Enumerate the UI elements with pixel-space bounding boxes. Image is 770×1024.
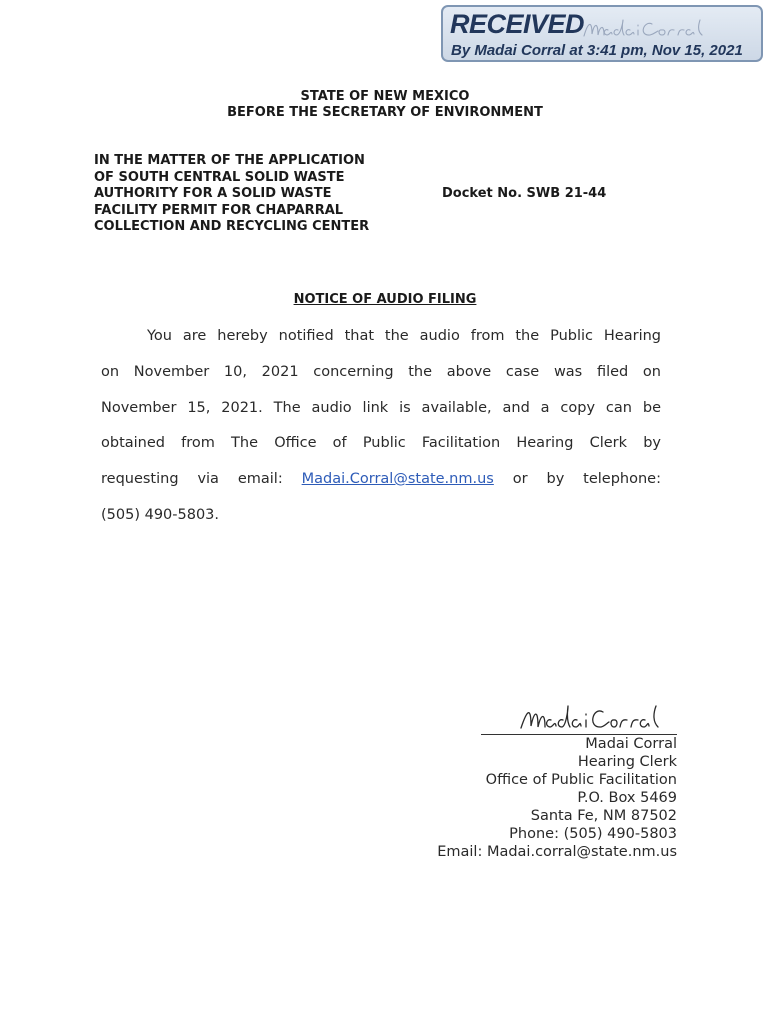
caption-line: AUTHORITY FOR A SOLID WASTE xyxy=(94,186,332,201)
stamp-title: RECEIVED xyxy=(450,9,585,39)
handwritten-signature xyxy=(517,702,667,734)
caption-line: OF SOUTH CENTRAL SOLID WASTE xyxy=(94,169,345,185)
notice-title: NOTICE OF AUDIO FILING xyxy=(293,292,477,307)
signer-po-box: P.O. Box 5469 xyxy=(577,790,677,806)
heading-state: STATE OF NEW MEXICO xyxy=(300,89,470,104)
body-line-1: You are hereby notified that the audio from the Public Hearing xyxy=(147,328,661,344)
received-stamp xyxy=(441,5,763,62)
stamp-signature xyxy=(580,16,730,42)
body-line-2: on November 10, 2021 concerning the above case was filed on xyxy=(101,364,661,380)
body-line-4: obtained from The Office of Public Facilitation Hearing Clerk by xyxy=(101,435,661,451)
caption-line: IN THE MATTER OF THE APPLICATION xyxy=(94,153,365,168)
body-line-3: November 15, 2021. The audio link is available, and a copy can be xyxy=(101,400,661,416)
email-link[interactable]: Madai.Corral@state.nm.us xyxy=(301,471,494,487)
body-line-5-suffix: or by telephone: xyxy=(512,471,661,487)
caption-line: FACILITY PERMIT FOR CHAPARRAL xyxy=(94,202,344,218)
body-line-5-prefix: requesting via email: xyxy=(101,471,283,487)
signer-title: Hearing Clerk xyxy=(577,754,677,770)
stamp-received-by: By Madai Corral at 3:41 pm, Nov 15, 2021 xyxy=(451,42,743,59)
caption-line: COLLECTION AND RECYCLING CENTER xyxy=(94,219,370,234)
signature-block xyxy=(437,735,677,861)
docket-number: Docket No. SWB 21-44 xyxy=(442,186,607,201)
case-caption xyxy=(94,153,414,236)
body-line-5 xyxy=(101,470,661,488)
body-line-6: (505) 490-5803. xyxy=(101,507,220,523)
signer-city: Santa Fe, NM 87502 xyxy=(530,808,677,824)
signer-phone: Phone: (505) 490-5803 xyxy=(509,826,677,842)
signer-name: Madai Corral xyxy=(585,736,677,752)
signer-email: Email: Madai.corral@state.nm.us xyxy=(437,844,677,860)
heading-secretary: BEFORE THE SECRETARY OF ENVIRONMENT xyxy=(227,105,543,120)
signer-office: Office of Public Facilitation xyxy=(485,772,677,788)
